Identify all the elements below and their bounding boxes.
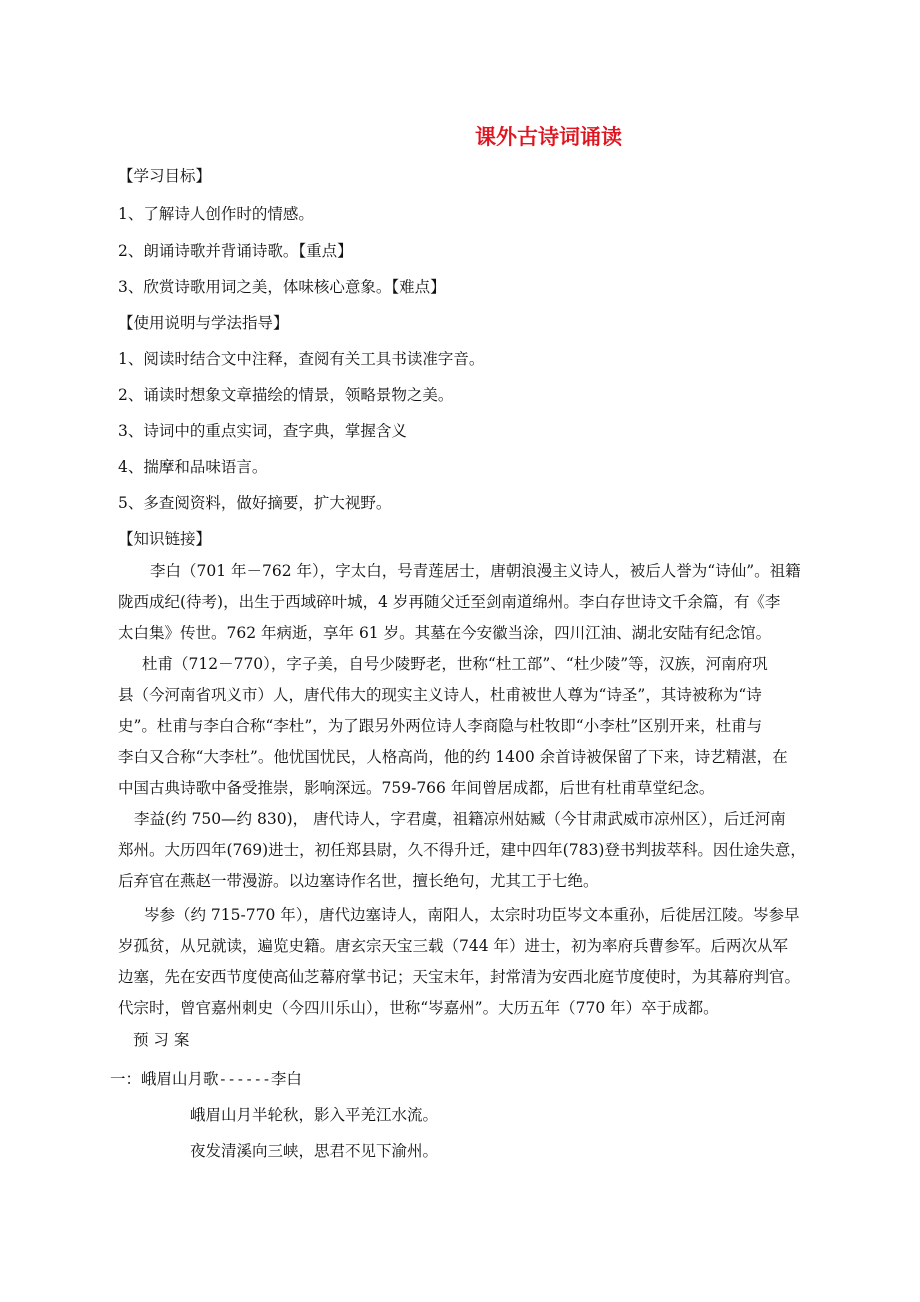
usage-item-1: 1、阅读时结合文中注释，查阅有关工具书读准字音。	[118, 350, 485, 368]
usage-heading: 【使用说明与学法指导】	[118, 314, 289, 332]
page-title: 课外古诗词诵读	[475, 125, 622, 149]
goal-item-3: 3、欣赏诗歌用词之美，体味核心意象。【难点】	[118, 278, 446, 296]
poem-title: 一：峨眉山月歌	[110, 1070, 219, 1088]
liyi-line-2: 郑州。大历四年(769)进士，初任郑县尉，久不得升迁，建中四年(783)登书判拔萃科。因仕途失意，	[118, 841, 806, 859]
knowledge-heading: 【知识链接】	[118, 530, 212, 548]
dufu-line-3: 史”。杜甫与李白合称“李杜”，为了跟另外两位诗人李商隐与杜牧即“小李杜”区别开来，杜甫与	[118, 717, 763, 735]
liyi-line-1: 李益(约 750—约 830)， 唐代诗人，字君虞，祖籍凉州姑臧（今甘肃武威市凉州区），后迁河南	[134, 810, 786, 828]
dufu-line-1: 杜甫（712－770），字子美，自号少陵野老，世称“杜工部”、“杜少陵”等，汉族，河南府巩	[142, 655, 768, 673]
poem-heading	[110, 1069, 302, 1090]
preview-heading: 预 习 案	[133, 1031, 190, 1049]
usage-item-4: 4、揣摩和品味语言。	[118, 458, 268, 476]
goal-item-1: 1、了解诗人创作时的情感。	[118, 205, 314, 223]
goals-heading: 【学习目标】	[118, 167, 212, 185]
usage-item-5: 5、多查阅资料，做好摘要，扩大视野。	[118, 494, 392, 512]
censhen-line-4: 代宗时，曾官嘉州刺史（今四川乐山），世称“岑嘉州”。大历五年（770 年）卒于成都。	[118, 999, 719, 1017]
libai-line-3: 太白集》传世。762 年病逝，享年 61 岁。其墓在今安徽当涂，四川江油、湖北安陆有纪念馆。	[118, 624, 772, 642]
liyi-paragraph	[118, 804, 808, 897]
libai-line-1: 李白（701 年－762 年），字太白，号青莲居士，唐朝浪漫主义诗人，被后人誉为“诗仙”。祖籍	[150, 562, 801, 580]
dufu-line-2: 县（今河南省巩义市）人，唐代伟大的现实主义诗人，杜甫被世人尊为“诗圣”，其诗被称为“诗	[118, 686, 762, 704]
usage-item-2: 2、诵读时想象文章描绘的情景，领略景物之美。	[118, 386, 454, 404]
poem-line-1: 峨眉山月半轮秋，影入平羌江水流。	[190, 1106, 439, 1124]
libai-line-2: 陇西成纪(待考)，出生于西域碎叶城，4 岁再随父迁至剑南道绵州。李白存世诗文千余篇，有《李	[118, 593, 781, 611]
usage-item-3: 3、诗词中的重点实词，查字典，掌握含义	[118, 422, 407, 440]
dufu-paragraph	[118, 649, 808, 804]
censhen-paragraph	[118, 900, 808, 1024]
censhen-line-3: 边塞，先在安西节度使高仙芝幕府掌书记；天宝末年，封常清为安西北庭节度使时，为其幕府判官。	[118, 968, 801, 986]
dufu-line-5: 中国古典诗歌中备受推崇，影响深远。759-766 年间曾居成都，后世有杜甫草堂纪念。	[118, 779, 715, 797]
goal-item-2: 2、朗诵诗歌并背诵诗歌。【重点】	[118, 242, 353, 260]
poem-author: 李白	[270, 1070, 302, 1088]
liyi-line-3: 后弃官在燕赵一带漫游。以边塞诗作名世，擅长绝句，尤其工于七绝。	[118, 872, 599, 890]
poem-line-2: 夜发清溪向三峡，思君不见下渝州。	[190, 1142, 439, 1160]
dufu-line-4: 李白又合称“大李杜”。他忧国忧民，人格高尚，他的约 1400 余首诗被保留了下来，诗艺精湛，在	[118, 748, 788, 766]
libai-paragraph	[118, 556, 808, 649]
censhen-line-2: 岁孤贫，从兄就读，遍览史籍。唐玄宗天宝三载（744 年）进士，初为率府兵曹参军。后两次从军	[118, 937, 789, 955]
censhen-line-1: 岑参（约 715-770 年），唐代边塞诗人，南阳人，太宗时功臣岑文本重孙，后徙居江陵。岑参早	[144, 906, 800, 924]
poem-title-dashes: ------	[218, 1072, 271, 1088]
